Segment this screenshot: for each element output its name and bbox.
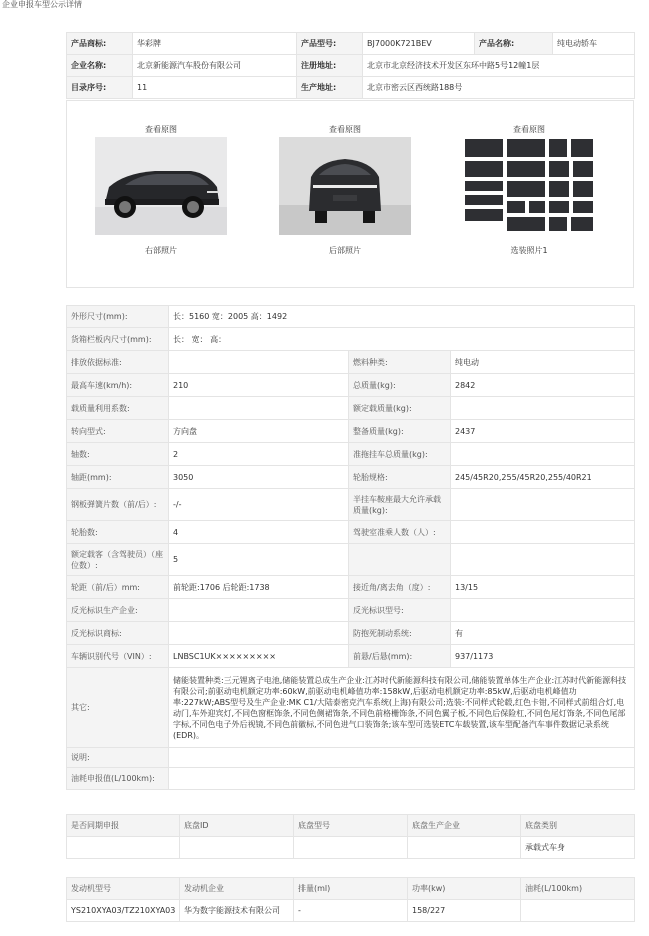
spec-value	[169, 397, 349, 420]
spec-label: 转向型式:	[67, 420, 169, 443]
spec-label: 排放依据标准:	[67, 351, 169, 374]
spec-label: 反光标识生产企业:	[67, 599, 169, 622]
spec-value: 5	[169, 544, 349, 576]
engine-table	[66, 877, 635, 922]
spec-label: 轴数:	[67, 443, 169, 466]
spec-label: 轮胎数:	[67, 521, 169, 544]
spec-value	[169, 599, 349, 622]
spec-label: 轴距(mm):	[67, 466, 169, 489]
brand-value: 华彩牌	[133, 33, 297, 55]
spec-value	[451, 397, 635, 420]
spec-value	[451, 443, 635, 466]
spec-value: 2437	[451, 420, 635, 443]
chassis-header: 底盘生产企业	[408, 815, 521, 837]
model-label: 产品型号:	[297, 33, 363, 55]
reg-address-label: 注册地址:	[297, 55, 363, 77]
spec-label: 轮胎规格:	[349, 466, 451, 489]
chassis-header: 是否同期申报	[67, 815, 180, 837]
engine-cell: YS210XYA03/TZ210XYA03	[67, 900, 180, 922]
product-name-value: 纯电动轿车	[553, 33, 635, 55]
spec-value: 245/45R20,255/45R20,255/40R21	[451, 466, 635, 489]
basic-info-table	[66, 32, 635, 99]
fuel-value	[169, 768, 635, 790]
spec-value	[169, 351, 349, 374]
engine-header: 油耗(L/100km)	[521, 878, 635, 900]
cargo-label: 货箱栏板内尺寸(mm):	[67, 328, 169, 351]
engine-cell: 华为数字能源技术有限公司	[180, 900, 294, 922]
view-original-link[interactable]: 查看原图	[145, 125, 177, 134]
spec-label: 整备质量(kg):	[349, 420, 451, 443]
photo-rear	[279, 123, 411, 256]
dims-value: 长：5160 宽：2005 高：1492	[169, 306, 635, 328]
spec-label: 防抱死制动系统:	[349, 622, 451, 645]
other-label: 其它:	[67, 668, 169, 748]
chassis-table	[66, 814, 635, 859]
spec-label: 反光标识型号:	[349, 599, 451, 622]
vin-value: LNBSC1UK×××××××××	[169, 645, 349, 668]
spec-value	[169, 622, 349, 645]
engine-header: 功率(kw)	[408, 878, 521, 900]
product-name-label: 产品名称:	[475, 33, 553, 55]
spec-value	[451, 544, 635, 576]
spec-value: 210	[169, 374, 349, 397]
spec-value: 937/1173	[451, 645, 635, 668]
chassis-header: 底盘型号	[294, 815, 408, 837]
chassis-header: 底盘ID	[180, 815, 294, 837]
engine-header: 发动机企业	[180, 878, 294, 900]
spec-label: 载质量利用系数:	[67, 397, 169, 420]
spec-label: 轮距（前/后）mm:	[67, 576, 169, 599]
page-title: 企业申报车型公示详情	[2, 0, 82, 9]
car-side-photo-icon[interactable]	[95, 137, 227, 235]
note-value	[169, 748, 635, 768]
spec-label: 半挂车鞍座最大允许承载质量(kg):	[349, 489, 451, 521]
spec-value: 方向盘	[169, 420, 349, 443]
spec-label: 车辆识别代号（VIN）:	[67, 645, 169, 668]
spec-value: 有	[451, 622, 635, 645]
other-value: 储能装置种类:三元锂离子电池,储能装置总成生产企业:江苏时代新能源科技有限公司,储能装置单体生产企业:江苏时代新能源科技有限公司;前驱动电机额定功率:60kW,前驱动电机峰值功率:158kW,后驱动电机额定功率:85kW,后驱动电机峰值功率:227kW;ABS型号及生产企业:MK C1/大陆泰密克汽车系统(上海)有限公司;选装:不同样式轮毂,红色卡钳,不同样式前组合灯,电动门,车外迎宾灯,不同色窗框饰条,不同色侧裙饰条,不同色前格栅饰条,不同色翼子板,不同色后保险杠,不同色尾灯饰条,不同色尾部字标,不同色电子外后视镜,不同色前徽标,不同色进气口装饰条;该车型可选装ETC车载装置,该车型配备汽车事件数据记录系统(EDR)。	[169, 668, 635, 748]
spec-label: 驾驶室准乘人数（人）:	[349, 521, 451, 544]
photo-caption: 右部照片	[145, 246, 177, 255]
photo-panel	[66, 100, 634, 288]
chassis-cell: 承载式车身	[521, 837, 635, 859]
catalog-value: 11	[133, 77, 297, 99]
car-rear-photo-icon[interactable]	[279, 137, 411, 235]
prod-address-label: 生产地址:	[297, 77, 363, 99]
reg-address-value: 北京市北京经济技术开发区东环中路5号12幢1层	[363, 55, 635, 77]
spec-label: 燃料种类:	[349, 351, 451, 374]
engine-cell: 158/227	[408, 900, 521, 922]
spec-value: 4	[169, 521, 349, 544]
cargo-value: 长： 宽： 高：	[169, 328, 635, 351]
spec-value	[451, 521, 635, 544]
prod-address-value: 北京市密云区西统路188号	[363, 77, 635, 99]
spec-label: 反光标识商标:	[67, 622, 169, 645]
photo-options	[463, 123, 595, 256]
model-value: BJ7000K721BEV	[363, 33, 475, 55]
chassis-header: 底盘类别	[521, 815, 635, 837]
spec-value	[451, 599, 635, 622]
chassis-cell	[294, 837, 408, 859]
photo-right	[95, 123, 227, 256]
spec-value: 3050	[169, 466, 349, 489]
chassis-cell	[67, 837, 180, 859]
company-value: 北京新能源汽车股份有限公司	[133, 55, 297, 77]
spec-label: 总质量(kg):	[349, 374, 451, 397]
photo-caption: 后部照片	[329, 246, 361, 255]
company-label: 企业名称:	[67, 55, 133, 77]
catalog-label: 目录序号:	[67, 77, 133, 99]
spec-label: 额定载质量(kg):	[349, 397, 451, 420]
engine-header: 排量(ml)	[294, 878, 408, 900]
view-original-link[interactable]: 查看原图	[513, 125, 545, 134]
dims-label: 外形尺寸(mm):	[67, 306, 169, 328]
spec-value: 13/15	[451, 576, 635, 599]
spec-label: 钢板弹簧片数（前/后）:	[67, 489, 169, 521]
spec-label: 接近角/离去角（度）:	[349, 576, 451, 599]
engine-header: 发动机型号	[67, 878, 180, 900]
spec-label: 准拖挂车总质量(kg):	[349, 443, 451, 466]
options-photo-grid-icon[interactable]	[463, 137, 595, 235]
spec-value: 前轮距:1706 后轮距:1738	[169, 576, 349, 599]
spec-label	[349, 544, 451, 576]
spec-label: 额定载客（含驾驶员）（座位数）:	[67, 544, 169, 576]
spec-label: 最高车速(km/h):	[67, 374, 169, 397]
fuel-label: 油耗申报值(L/100km):	[67, 768, 169, 790]
engine-cell: -	[294, 900, 408, 922]
spec-value: 2	[169, 443, 349, 466]
spec-label: 前悬/后悬(mm):	[349, 645, 451, 668]
spec-value: 2842	[451, 374, 635, 397]
chassis-cell	[180, 837, 294, 859]
engine-cell	[521, 900, 635, 922]
view-original-link[interactable]: 查看原图	[329, 125, 361, 134]
photo-caption: 选装照片1	[510, 246, 548, 255]
spec-value	[451, 489, 635, 521]
chassis-cell	[408, 837, 521, 859]
specs-table	[66, 305, 635, 790]
brand-label: 产品商标:	[67, 33, 133, 55]
note-label: 说明:	[67, 748, 169, 768]
spec-value: 纯电动	[451, 351, 635, 374]
spec-value: -/-	[169, 489, 349, 521]
